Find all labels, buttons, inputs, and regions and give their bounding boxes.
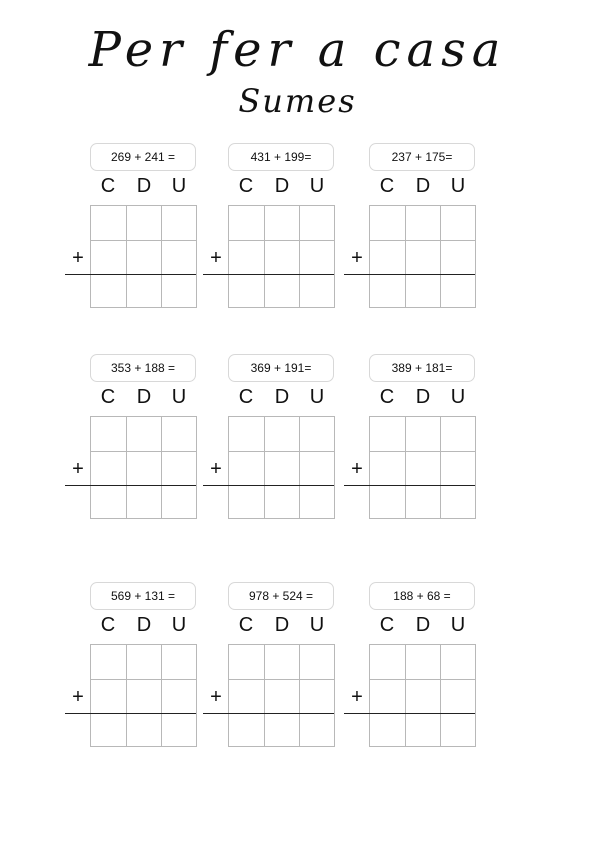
- column-header-tens: D: [274, 175, 290, 197]
- column-header-hundreds: C: [238, 175, 254, 197]
- grid-line: [229, 240, 334, 241]
- exercise-block: [202, 582, 342, 752]
- exercise-block: [64, 143, 204, 313]
- grid-line: [126, 417, 127, 518]
- worksheet-subtitle: Sumes: [238, 82, 357, 120]
- operation-label: 237 + 175=: [369, 143, 475, 171]
- column-header-tens: D: [274, 386, 290, 408]
- grid-line: [126, 206, 127, 307]
- plus-sign: +: [351, 686, 363, 708]
- grid-line: [405, 417, 406, 518]
- column-header-units: U: [450, 386, 466, 408]
- column-header-tens: D: [415, 614, 431, 636]
- column-header-units: U: [450, 175, 466, 197]
- column-header-tens: D: [136, 386, 152, 408]
- sum-line: [65, 713, 196, 714]
- answer-grid[interactable]: [228, 205, 335, 308]
- sum-line: [344, 485, 475, 486]
- answer-grid[interactable]: [90, 644, 197, 747]
- column-header-hundreds: C: [100, 614, 116, 636]
- sum-line: [344, 274, 475, 275]
- sum-line: [203, 485, 334, 486]
- answer-grid[interactable]: [369, 416, 476, 519]
- operation-label: 353 + 188 =: [90, 354, 196, 382]
- exercise-block: [343, 354, 483, 524]
- column-header-hundreds: C: [379, 386, 395, 408]
- plus-sign: +: [351, 458, 363, 480]
- grid-line: [299, 417, 300, 518]
- answer-grid[interactable]: [369, 644, 476, 747]
- column-header-hundreds: C: [238, 386, 254, 408]
- exercise-block: [64, 582, 204, 752]
- exercise-block: [202, 354, 342, 524]
- operation-label: 269 + 241 =: [90, 143, 196, 171]
- column-header-tens: D: [136, 614, 152, 636]
- grid-line: [126, 645, 127, 746]
- exercise-block: [343, 143, 483, 313]
- grid-line: [370, 451, 475, 452]
- answer-grid[interactable]: [90, 205, 197, 308]
- grid-line: [370, 240, 475, 241]
- grid-line: [405, 645, 406, 746]
- grid-line: [161, 645, 162, 746]
- operation-label: 188 + 68 =: [369, 582, 475, 610]
- plus-sign: +: [72, 458, 84, 480]
- exercise-block: [202, 143, 342, 313]
- column-header-units: U: [171, 614, 187, 636]
- column-header-hundreds: C: [379, 614, 395, 636]
- sum-line: [203, 274, 334, 275]
- grid-line: [440, 206, 441, 307]
- column-header-hundreds: C: [100, 175, 116, 197]
- operation-label: 369 + 191=: [228, 354, 334, 382]
- column-header-tens: D: [274, 614, 290, 636]
- grid-line: [91, 240, 196, 241]
- plus-sign: +: [351, 247, 363, 269]
- column-header-tens: D: [415, 175, 431, 197]
- sum-line: [65, 274, 196, 275]
- column-header-units: U: [309, 175, 325, 197]
- plus-sign: +: [210, 458, 222, 480]
- exercise-block: [343, 582, 483, 752]
- column-header-tens: D: [415, 386, 431, 408]
- grid-line: [91, 451, 196, 452]
- grid-line: [299, 645, 300, 746]
- grid-line: [370, 679, 475, 680]
- grid-line: [299, 206, 300, 307]
- sum-line: [65, 485, 196, 486]
- sum-line: [203, 713, 334, 714]
- grid-line: [405, 206, 406, 307]
- answer-grid[interactable]: [369, 205, 476, 308]
- worksheet-title: Per fer a casa: [88, 22, 507, 78]
- plus-sign: +: [210, 247, 222, 269]
- column-header-units: U: [171, 175, 187, 197]
- column-header-units: U: [309, 386, 325, 408]
- grid-line: [229, 451, 334, 452]
- sum-line: [344, 713, 475, 714]
- operation-label: 431 + 199=: [228, 143, 334, 171]
- column-header-hundreds: C: [100, 386, 116, 408]
- column-header-units: U: [309, 614, 325, 636]
- grid-line: [229, 679, 334, 680]
- plus-sign: +: [210, 686, 222, 708]
- grid-line: [264, 206, 265, 307]
- grid-line: [161, 206, 162, 307]
- exercise-block: [64, 354, 204, 524]
- answer-grid[interactable]: [228, 416, 335, 519]
- plus-sign: +: [72, 247, 84, 269]
- grid-line: [440, 645, 441, 746]
- column-header-tens: D: [136, 175, 152, 197]
- grid-line: [264, 645, 265, 746]
- grid-line: [440, 417, 441, 518]
- operation-label: 978 + 524 =: [228, 582, 334, 610]
- plus-sign: +: [72, 686, 84, 708]
- column-header-hundreds: C: [379, 175, 395, 197]
- answer-grid[interactable]: [228, 644, 335, 747]
- column-header-units: U: [450, 614, 466, 636]
- column-header-units: U: [171, 386, 187, 408]
- operation-label: 389 + 181=: [369, 354, 475, 382]
- answer-grid[interactable]: [90, 416, 197, 519]
- grid-line: [264, 417, 265, 518]
- column-header-hundreds: C: [238, 614, 254, 636]
- operation-label: 569 + 131 =: [90, 582, 196, 610]
- grid-line: [161, 417, 162, 518]
- grid-line: [91, 679, 196, 680]
